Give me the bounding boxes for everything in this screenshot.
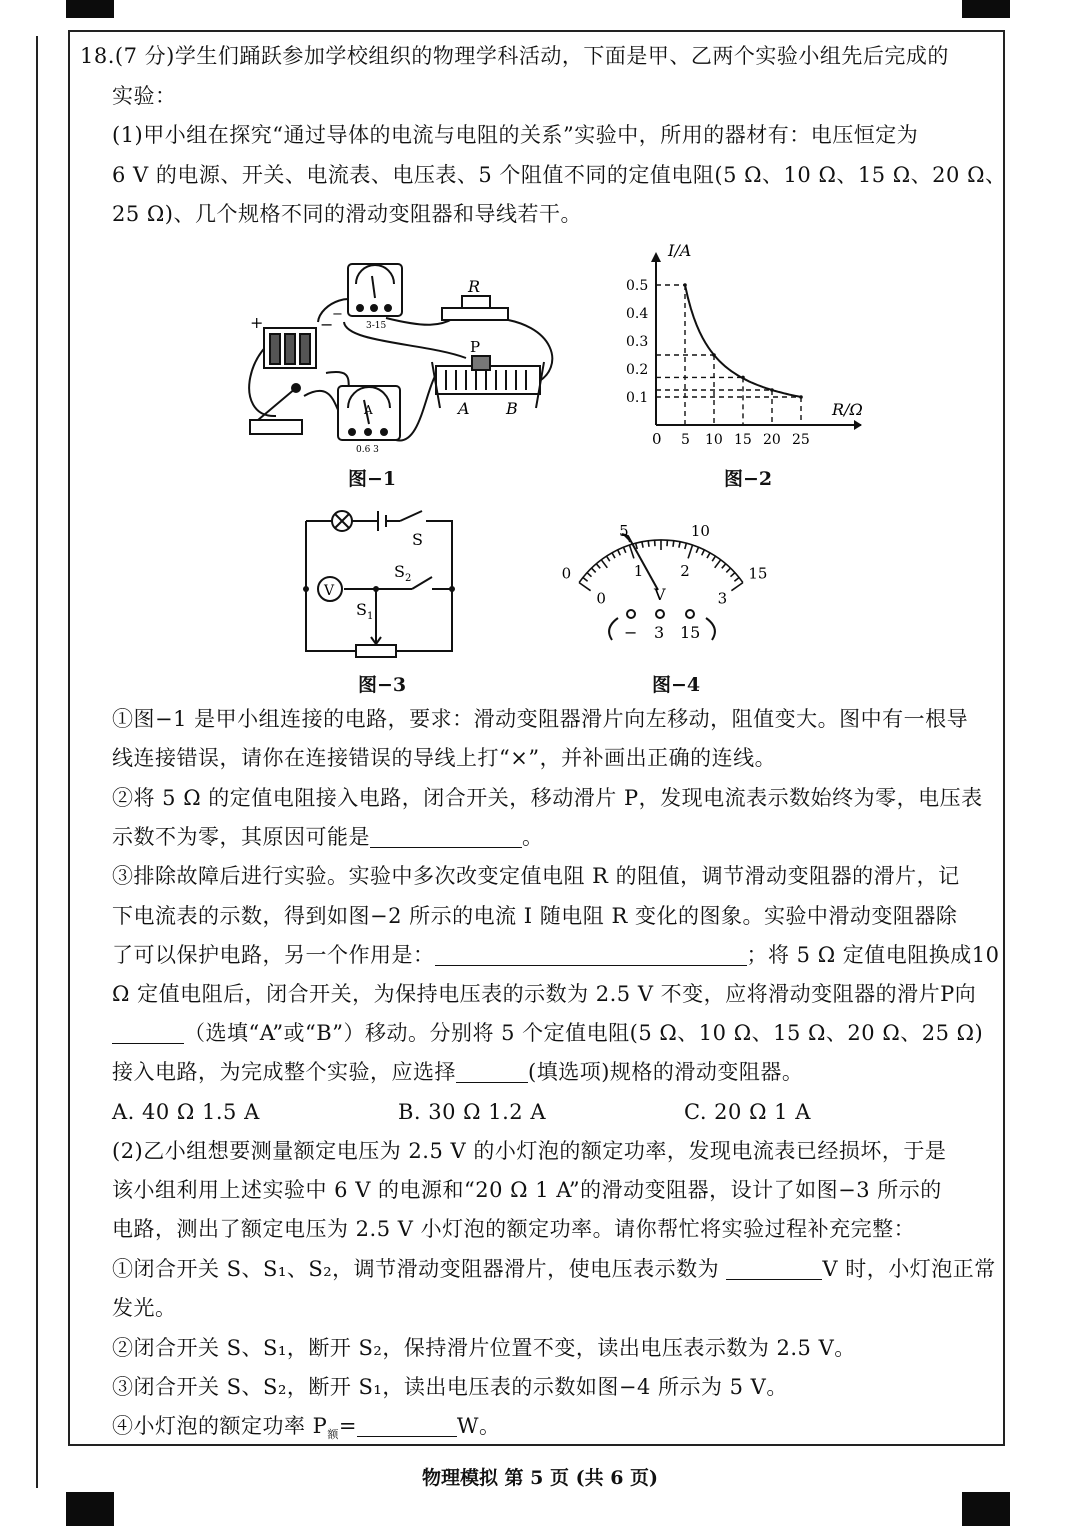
dial-tick — [618, 550, 621, 555]
ammeter-letter: A — [364, 403, 373, 417]
dial-tick — [673, 541, 674, 547]
data-point — [683, 283, 687, 287]
option-C: C. 20 Ω 1 A — [684, 1100, 811, 1124]
item3-text-d: 接入电路，为完成整个实验，应选择 — [112, 1060, 456, 1084]
dial-outer-label: 10 — [690, 521, 710, 540]
x-tick-label: 5 — [681, 432, 690, 448]
step4-unit: W。 — [456, 1414, 501, 1438]
dial-unit: V — [654, 585, 666, 604]
item2-line1: ②将 5 Ω 的定值电阻接入电路，闭合开关，移动滑片 P，发现电流表示数始终为零，电压表 — [112, 786, 983, 810]
question-header: 18.(7 分)学生们踊跃参加学校组织的物理学科活动，下面是甲、乙两个实验小组先后完成的 — [80, 44, 949, 68]
answer-blank-power[interactable] — [357, 1414, 457, 1437]
dial-tick — [734, 578, 739, 582]
dial-tick — [679, 542, 680, 548]
dial-tick — [696, 547, 698, 553]
figure-4-caption: 图−4 — [652, 674, 701, 696]
part2-line3: 电路，测出了额定电压为 2.5 V 小灯泡的额定功率。请你帮忙将实验过程补充完整： — [112, 1217, 916, 1241]
dial-tick — [596, 564, 600, 569]
dial-tick — [731, 583, 743, 591]
item3-line3 — [112, 940, 1000, 970]
y-tick-label: 0.2 — [626, 362, 649, 378]
data-point — [799, 395, 803, 399]
wire — [396, 521, 452, 651]
switch-label-S1: S — [356, 600, 367, 619]
dial-tick — [624, 547, 626, 553]
dial-tick — [648, 541, 649, 547]
step1-line2: 发光。 — [112, 1296, 177, 1320]
dial-tick — [726, 568, 730, 572]
rheostat-label-A: A — [458, 399, 470, 418]
answer-blank-voltage[interactable] — [726, 1257, 822, 1280]
terminal-bracket-right — [706, 618, 715, 640]
part2-line1: (2)乙小组想要测量额定电压为 2.5 V 的小灯泡的额定功率，发现电流表已经损坏，于是 — [112, 1139, 947, 1163]
dial-tick — [592, 568, 596, 572]
dial-tick — [583, 578, 588, 582]
dial-tick — [607, 556, 610, 561]
corner-mark-bottom-left — [66, 1492, 114, 1526]
ammeter-range-label: 0.6 3 — [356, 445, 379, 455]
dial-tick — [702, 550, 705, 555]
voltmeter-range-label: 3-15 — [366, 321, 387, 331]
part1-line2: 6 V 的电源、开关、电流表、电压表、5 个阻值不同的定值电阻(5 Ω、10 Ω、15 Ω、20 Ω、 — [112, 163, 1007, 187]
dial-tick — [688, 545, 692, 558]
step4 — [112, 1411, 501, 1450]
item3-text-e: (填选项)规格的滑动变阻器。 — [528, 1060, 804, 1084]
y-tick-label: 0.1 — [626, 390, 649, 406]
answer-blank-fault[interactable] — [370, 825, 522, 848]
voltmeter — [348, 264, 402, 316]
question-header-cont: 实验： — [112, 84, 177, 108]
rheostat — [432, 356, 544, 408]
voltmeter-letter: V — [324, 583, 335, 599]
dial-tick — [587, 573, 591, 577]
option-A: A. 40 Ω 1.5 A — [112, 1100, 260, 1124]
binding-rule — [36, 36, 38, 1488]
terminal-bracket-left — [609, 618, 618, 640]
item3-line6 — [112, 1057, 803, 1087]
corner-mark-top-right — [962, 0, 1010, 18]
dial-tick — [612, 553, 615, 558]
figure-3-schematic — [296, 505, 460, 665]
rheostat-label-B: B — [506, 399, 518, 418]
y-axis-label: I/A — [668, 241, 692, 260]
step1-text-b: V 时，小灯泡正常 — [822, 1257, 996, 1281]
item2-end: 。 — [522, 825, 544, 849]
option-B: B. 30 Ω 1.2 A — [398, 1100, 547, 1124]
dial-tick — [601, 560, 607, 568]
slider-arrow — [371, 629, 381, 644]
battery-symbol — [378, 511, 386, 531]
x-tick-label: 25 — [792, 432, 810, 448]
y-tick-label: 0.4 — [626, 306, 649, 322]
fixed-resistor — [442, 296, 508, 320]
step3: ③闭合开关 S、S₂，断开 S₁，读出电压表的示数如图−4 所示为 5 V。 — [112, 1375, 788, 1399]
page-footer: 物理模拟 第 5 页 (共 6 页) — [421, 1467, 659, 1489]
dial-tick — [579, 583, 591, 591]
dial-inner-label: 3 — [717, 589, 728, 608]
y-tick-label: 0.5 — [626, 278, 649, 294]
figure-1-caption: 图−1 — [348, 468, 397, 490]
item3-line5 — [112, 1018, 983, 1048]
figure-3-caption: 图−3 — [358, 674, 407, 696]
item3-text-b: ；将 5 Ω 定值电阻换成10 — [746, 943, 1000, 967]
data-point — [712, 353, 716, 357]
x-axis-arrow — [854, 420, 862, 430]
figure-4-voltmeter-dial — [536, 490, 786, 660]
data-point — [741, 376, 745, 380]
step1-line1 — [112, 1254, 996, 1284]
item2-text: 示数不为零，其原因可能是 — [112, 825, 370, 849]
dial-inner-label: 1 — [633, 561, 644, 580]
origin-label: 0 — [652, 430, 662, 448]
figure-2-caption: 图−2 — [724, 468, 773, 490]
switch-S — [400, 511, 422, 521]
step4-eq: = — [338, 1414, 357, 1438]
x-tick-label: 10 — [705, 432, 723, 448]
resistor-label-R: R — [468, 277, 481, 296]
data-point — [770, 388, 774, 392]
part2-line2: 该小组利用上述实验中 6 V 的电源和“20 Ω 1 A”的滑动变阻器，设计了如图−3 所示的 — [112, 1178, 942, 1202]
item3-line1: ③排除故障后进行实验。实验中多次改变定值电阻 R 的阻值，调节滑动变阻器的滑片，记 — [112, 864, 960, 888]
terminal-minus: − — [624, 623, 638, 642]
dial-outer-label: 15 — [748, 564, 768, 583]
x-tick-label: 15 — [734, 432, 752, 448]
slider-label-P: P — [470, 338, 481, 356]
step1-text: ①闭合开关 S、S₁、S₂，调节滑动变阻器滑片，使电压表示数为 — [112, 1257, 720, 1281]
part1-line3: 25 Ω)、几个规格不同的滑动变阻器和导线若干。 — [112, 202, 582, 226]
item1-line1: ①图−1 是甲小组连接的电路，要求：滑动变阻器滑片向左移动，阻值变大。图中有一根导 — [112, 707, 969, 731]
corner-mark-top-left — [66, 0, 114, 18]
figure-2-graph — [616, 240, 878, 455]
figure-1-circuit — [236, 248, 566, 458]
volt-minus-label: − — [332, 307, 343, 322]
battery — [264, 328, 316, 368]
answer-blank-rheostat-role[interactable] — [435, 943, 747, 966]
answer-blank-choice[interactable] — [456, 1060, 528, 1083]
step2: ②闭合开关 S、S₁，断开 S₂，保持滑片位置不变，读出电压表示数为 2.5 V。 — [112, 1336, 856, 1360]
x-tick-label: 20 — [763, 432, 781, 448]
y-axis-arrow — [651, 252, 661, 262]
dial-tick — [731, 573, 735, 577]
item2-line2 — [112, 822, 544, 852]
item3-text-c: （选填“A”或“B”）移动。分别将 5 个定值电阻(5 Ω、10 Ω、15 Ω、20 Ω、25 Ω) — [184, 1021, 984, 1045]
dial-tick — [712, 556, 715, 561]
dial-inner-label: 2 — [680, 561, 690, 580]
dial-outer-label: 0 — [561, 564, 572, 583]
switch-label-S1-sub: 1 — [367, 611, 374, 622]
dial-tick — [642, 542, 643, 548]
y-tick-label: 0.3 — [626, 334, 649, 350]
wire — [344, 322, 466, 358]
lamp-cross — [335, 514, 349, 528]
switch-label-S2-sub: 2 — [405, 573, 412, 584]
step4-text: ④小灯泡的额定功率 P — [112, 1414, 328, 1438]
dial-inner-label: 0 — [596, 589, 606, 608]
dial-outer-label: 5 — [619, 521, 629, 540]
dial-tick — [715, 560, 721, 568]
answer-blank-direction[interactable] — [112, 1021, 184, 1044]
battery-minus-label: − — [320, 315, 334, 334]
item3-line4: Ω 定值电阻后，闭合开关，为保持电压表的示数为 2.5 V 不变，应将滑动变阻器的滑片P向 — [112, 982, 977, 1006]
rheostat-symbol — [356, 645, 396, 657]
dial-tick — [707, 553, 710, 558]
corner-mark-bottom-right — [962, 1492, 1010, 1526]
dial-tick — [685, 543, 687, 549]
dial-tick — [722, 564, 726, 569]
switch — [250, 384, 302, 434]
item3-line2: 下电流表的示数，得到如图−2 所示的电流 I 随电阻 R 变化的图象。实验中滑动变阻器除 — [112, 904, 958, 928]
part1-line1: (1)甲小组在探究“通过导体的电流与电阻的关系”实验中，所用的器材有：电压恒定为 — [112, 123, 919, 147]
switch-S2 — [412, 577, 432, 589]
item3-text-a: 了可以保护电路，另一个作用是： — [112, 943, 435, 967]
x-axis-label: R/Ω — [832, 400, 863, 419]
terminal-3: 3 — [654, 623, 665, 642]
switch-label-S: S — [412, 530, 423, 549]
terminal-15: 15 — [680, 623, 701, 642]
item1-line2: 线连接错误，请你在连接错误的导线上打“×”，并补画出正确的连线。 — [112, 746, 777, 770]
switch-label-S2: S — [394, 562, 405, 581]
battery-plus-label: + — [250, 313, 264, 332]
step4-subscript: 额 — [327, 1428, 339, 1442]
